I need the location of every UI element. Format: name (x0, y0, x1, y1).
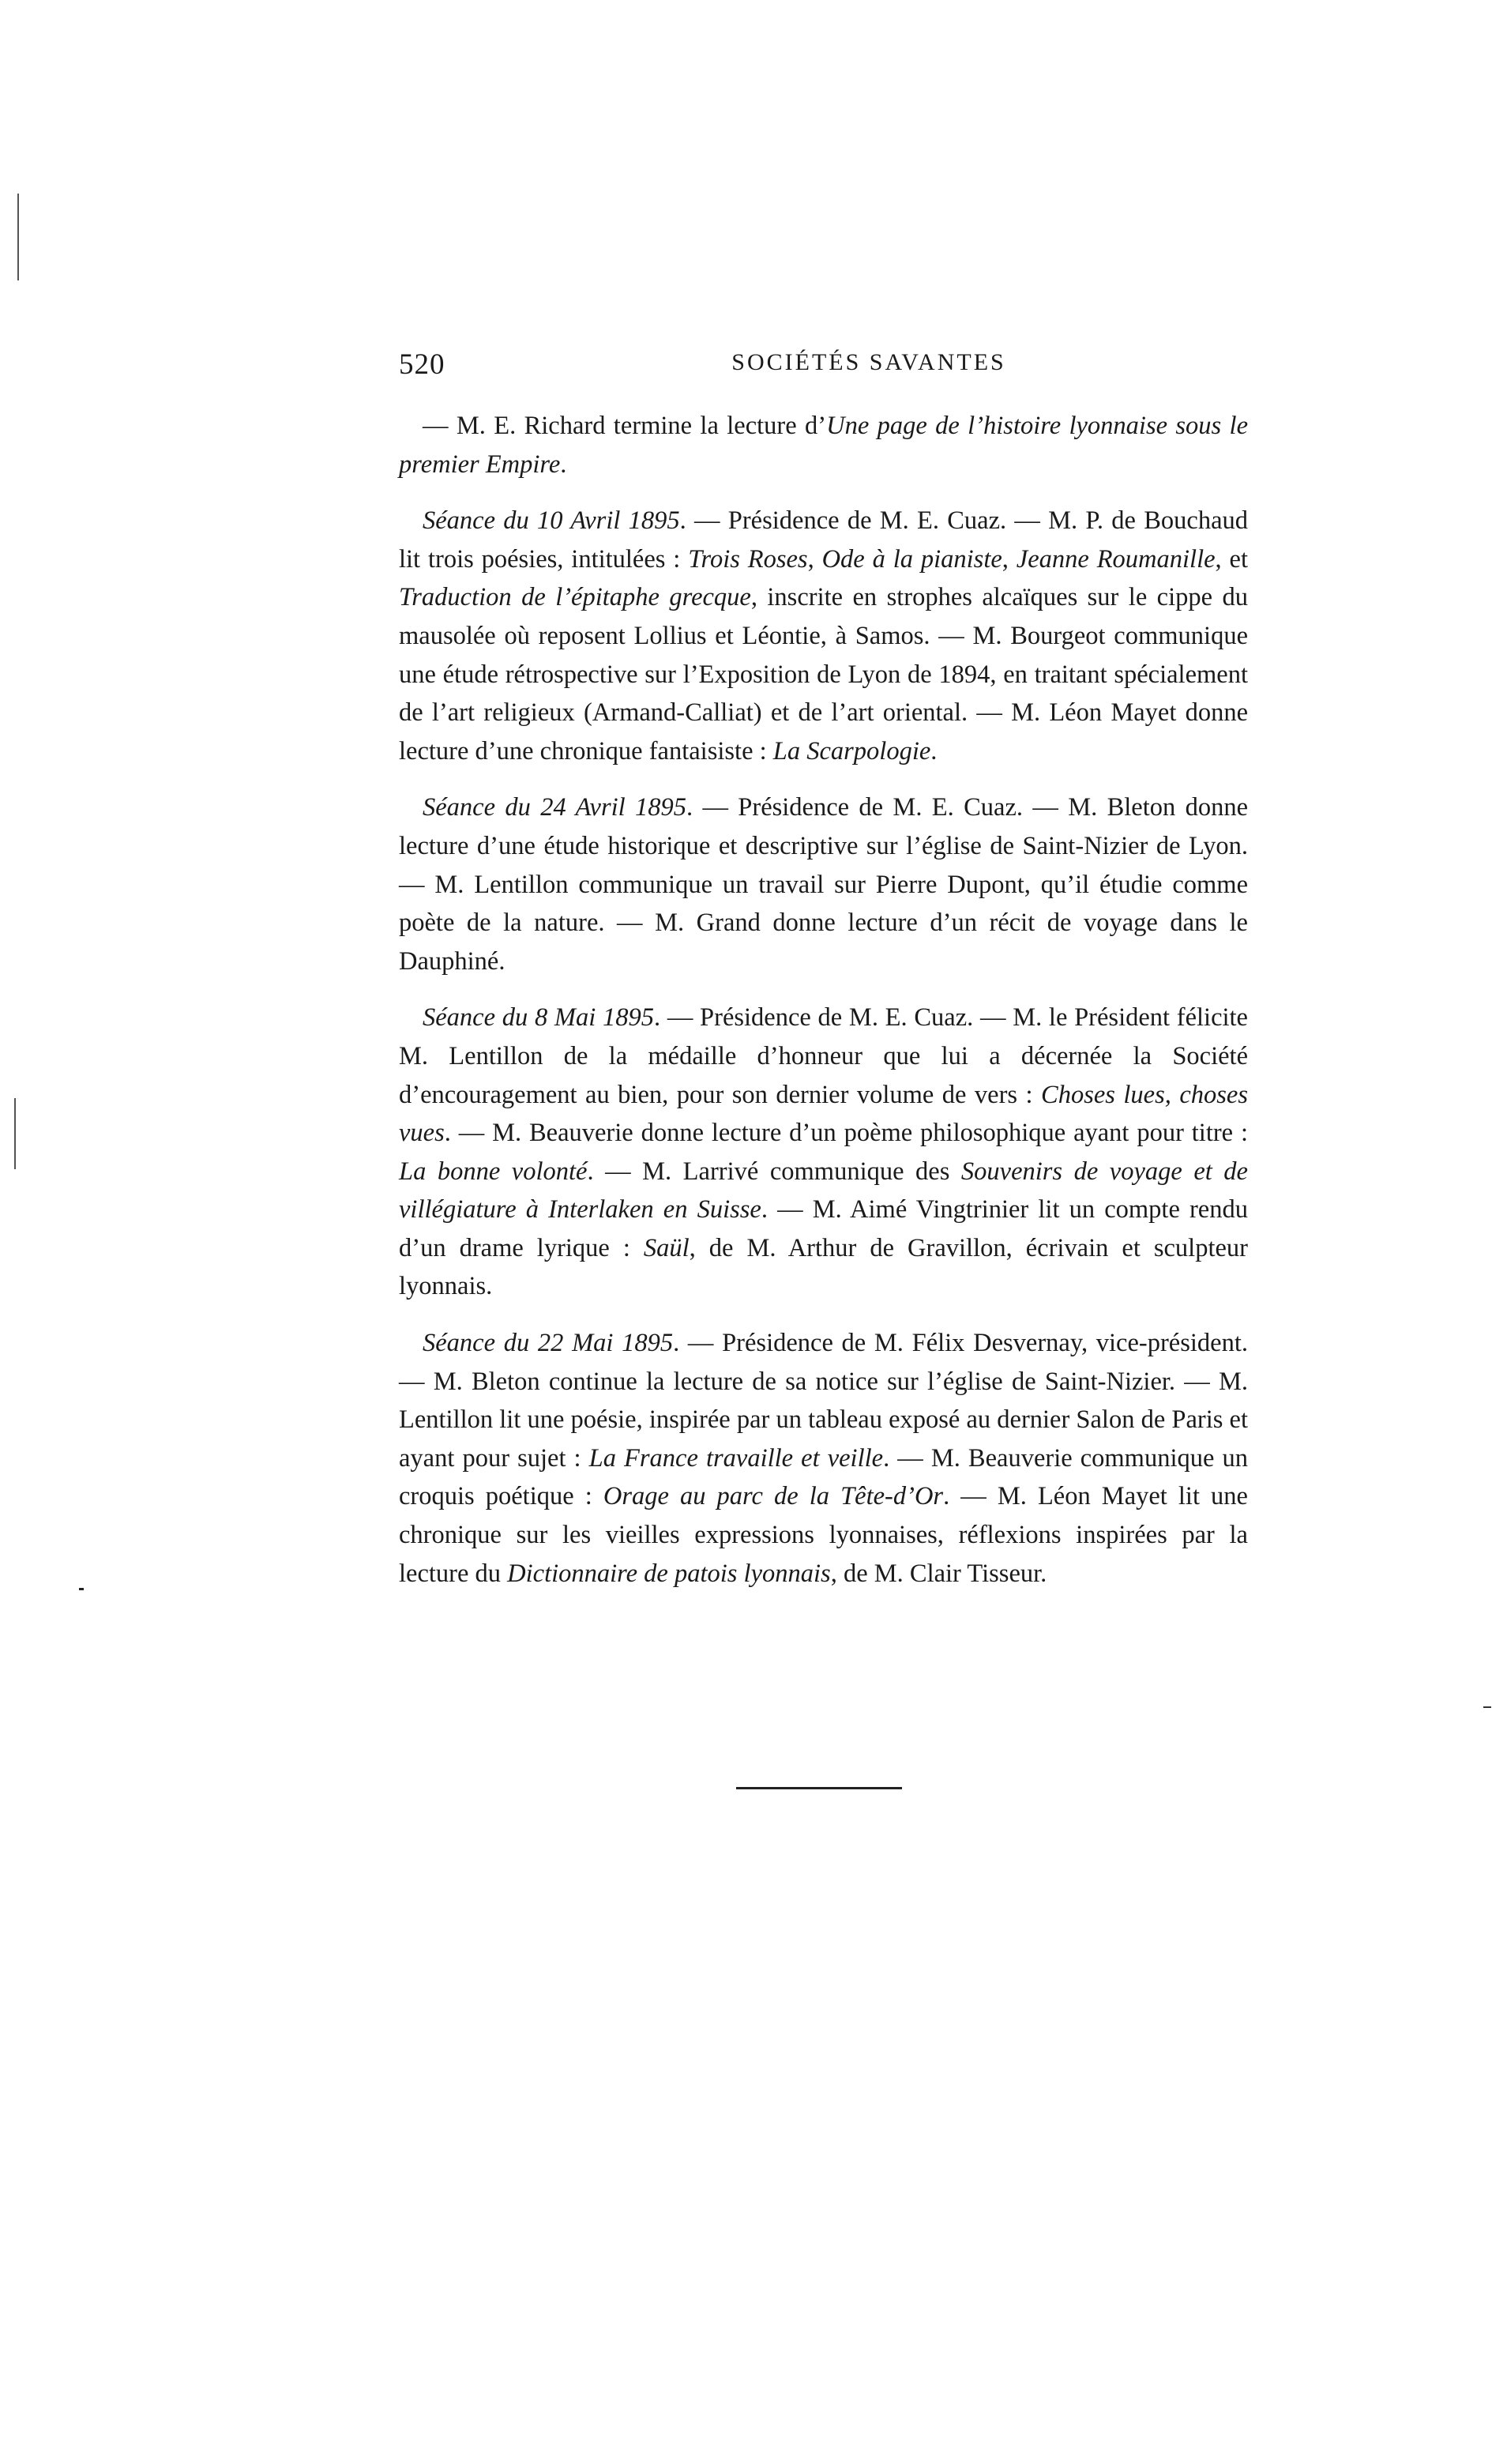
italic-run: Dictionnaire de patois lyonnais (507, 1559, 831, 1588)
page-header (399, 348, 1244, 387)
text-run: . (930, 736, 938, 766)
italic-run: Ode à la pianiste (821, 544, 1002, 574)
scan-speck (79, 1588, 84, 1590)
paragraph (399, 407, 1248, 483)
italic-run: Séance du 8 Mai 1895 (423, 1003, 654, 1033)
italic-run: Choses lues, choses vues (399, 1080, 1248, 1148)
italic-run: Orage au parc de la Tête-d’Or (603, 1482, 944, 1511)
text-run: , de M. Clair Tisseur. (830, 1559, 1047, 1588)
text-run: . — Présidence de M. E. Cuaz. — M. P. de Bouchaud lit trois poésies, intitulées : (399, 506, 1248, 574)
text-run: . — M. Beauverie communique un croquis poétique : (399, 1443, 1248, 1511)
italic-run: Saül (643, 1233, 690, 1262)
text-run: , (807, 544, 822, 574)
italic-run: Séance du 24 Avril 1895 (423, 793, 686, 822)
text-run: . — Présidence de M. Félix Desvernay, vice-président. — M. Bleton continue la lecture de sa notice sur l’église de Saint-Nizier. — M. Lentillon lit une poésie, inspirée par un tableau exposé au dernier Salon de Paris et ayant pour sujet : (399, 1329, 1248, 1473)
italic-run: Traduction de l’épitaphe grecque (399, 583, 751, 612)
section-end-rule (736, 1787, 902, 1789)
text-run: , de M. Arthur de Gravillon, écrivain et sculpteur lyonnais. (399, 1233, 1248, 1301)
scan-margin-mark (14, 1098, 16, 1169)
running-title: SOCIÉTÉS SAVANTES (731, 349, 1006, 375)
page-number: 520 (399, 348, 445, 381)
text-run: . — M. Léon Mayet lit une chronique sur les vieilles expressions lyonnaises, réflexions inspirées par la lecture du (399, 1482, 1248, 1588)
italic-run: Une page de l’histoire lyonnaise sous le premier Empire (399, 412, 1249, 479)
scan-margin-mark (1483, 1706, 1491, 1708)
text-run: . (560, 450, 567, 479)
paragraph-seance-8-mai (399, 999, 1248, 1306)
text-run: . — M. Larrivé communique des (587, 1157, 961, 1186)
text-run: . — Présidence de M. E. Cuaz. — M. Bleton donne lecture d’une étude historique et descriptive sur l’église de Saint-Nizier de Lyon. — M. Lentillon communique un travail sur Pierre Dupont, qu’il étudie comme poète de la nature. — M. Grand donne lecture d’un récit de voyage dans le Dauphiné. (399, 793, 1248, 976)
italic-run: Séance du 22 Mai 1895 (423, 1329, 674, 1358)
paragraph-seance-22-mai (399, 1324, 1248, 1593)
italic-run: Souvenirs de voyage et de villégiature à Interlaken en Suisse (399, 1157, 1248, 1224)
italic-run: Séance du 10 Avril 1895 (423, 506, 680, 536)
paragraph-seance-24-avril (399, 788, 1248, 980)
italic-run: Trois Roses (688, 544, 808, 574)
italic-run: La France travaille et veille (588, 1443, 884, 1473)
text-run: , (1002, 544, 1017, 574)
italic-run: La Scarpologie (772, 736, 931, 766)
text-run: — M. E. Richard termine la lecture d’ (423, 412, 827, 440)
scan-margin-mark (17, 194, 19, 280)
text-run: . — M. Beauverie donne lecture d’un poème philosophique ayant pour titre : (444, 1119, 1248, 1148)
paragraph-seance-10-avril (399, 502, 1248, 770)
text-run: . — M. Aimé Vingtrinier lit un compte rendu d’un drame lyrique : (399, 1195, 1248, 1262)
text-run: , inscrite en strophes alcaïques sur le cippe du mausolée où reposent Lollius et Léontie, à Samos. — M. Bourgeot communique une étude rétrospective sur l’Exposition de Lyon de 1894, en traitant spécialement de l’art religieux (Armand-Calliat) et de l’art oriental. — M. Léon Mayet donne lecture d’une chronique fantaisiste : (399, 583, 1248, 766)
text-run: . — Présidence de M. E. Cuaz. — M. le Président félicite M. Lentillon de la médaille d’honneur que lui a décernée la Société d’encouragement au bien, pour son dernier volume de vers : (399, 1003, 1248, 1109)
body-text (399, 407, 1248, 1593)
italic-run: Jeanne Roumanille (1016, 544, 1216, 574)
italic-run: La bonne volonté (399, 1157, 588, 1186)
text-run: , et (1215, 544, 1249, 574)
